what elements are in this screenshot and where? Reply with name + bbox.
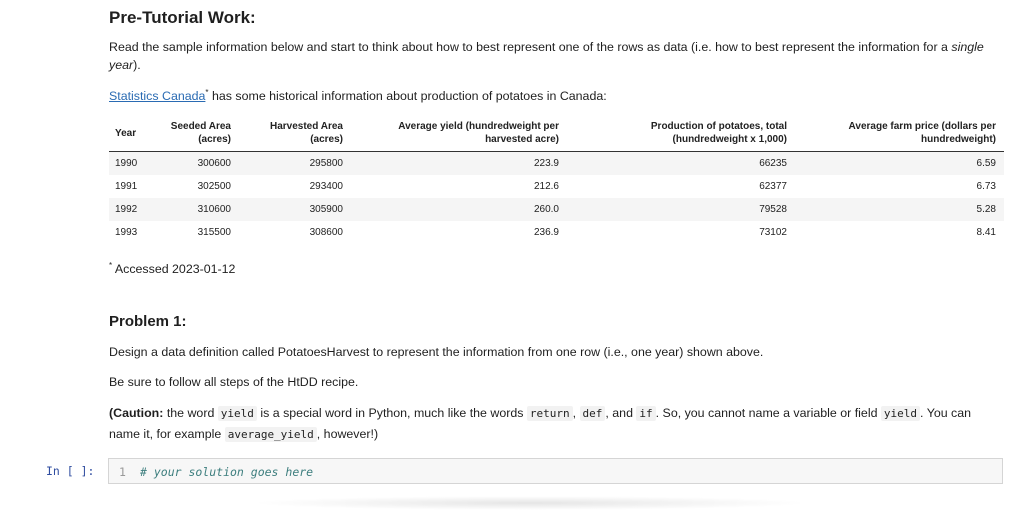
problem-description: Design a data definition called PotatoesHarvest to represent the information from one row (i.e., one year) shown above. <box>109 345 764 359</box>
inline-code: if <box>636 406 655 421</box>
intro-text: Read the sample information below and start to think about how to best represent one of the rows as data (i.e. how to best represent the information for a <box>109 40 948 54</box>
inline-code: yield <box>218 406 257 421</box>
cell-year: 1993 <box>115 227 138 238</box>
cell-yield: 212.6 <box>533 181 559 192</box>
intro-paragraph <box>109 38 994 74</box>
statistics-canada-link[interactable]: Statistics Canada <box>109 89 206 104</box>
inline-code: def <box>580 406 606 421</box>
cell-yield: 223.9 <box>351 152 567 176</box>
footnote-text: Accessed 2023-01-12 <box>112 262 236 277</box>
cell-harvested: 293400 <box>309 181 343 192</box>
table-header-row <box>109 116 1004 152</box>
cell-harvested: 308600 <box>309 227 343 238</box>
inline-code: average_yield <box>225 427 317 442</box>
cell-seeded: 315500 <box>197 227 231 238</box>
cell-production: 66235 <box>567 152 795 176</box>
recipe-instruction: Be sure to follow all steps of the HtDD recipe. <box>109 375 359 389</box>
source-text: has some historical information about production of potatoes in Canada: <box>208 89 607 104</box>
caution-label: (Caution: <box>109 406 164 420</box>
cell-yield: 260.0 <box>351 198 567 221</box>
header-year: Year <box>109 116 157 152</box>
cell-production: 62377 <box>759 181 787 192</box>
footnote <box>109 261 235 276</box>
inline-code: yield <box>881 406 920 421</box>
table-row <box>109 221 1004 244</box>
cell-prompt: In [ ]: <box>46 464 95 478</box>
header-production: Production of potatoes, total (hundredweight x 1,000) <box>567 116 795 152</box>
cell-year: 1992 <box>109 198 157 221</box>
cell-harvested: 305900 <box>239 198 351 221</box>
footnote-marker: * <box>205 88 209 97</box>
code-comment[interactable]: # your solution goes here <box>140 465 314 479</box>
header-seeded-area: Seeded Area (acres) <box>157 116 239 152</box>
cell-seeded: 300600 <box>157 152 239 176</box>
intro-emphasis: single year <box>109 40 984 72</box>
header-average-yield: Average yield (hundredweight per harvested acre) <box>351 116 567 152</box>
cell-year: 1990 <box>109 152 157 176</box>
potato-table <box>109 116 1004 244</box>
cell-price: 6.73 <box>976 181 996 192</box>
table-row <box>109 198 1004 221</box>
cell-year: 1991 <box>115 181 138 192</box>
footnote-marker: * <box>109 261 113 270</box>
code-cell-editor[interactable] <box>108 458 1003 484</box>
cell-price: 8.41 <box>976 227 996 238</box>
cell-price: 5.28 <box>795 198 1004 221</box>
table-row <box>109 175 1004 198</box>
cell-production: 79528 <box>567 198 795 221</box>
cell-seeded: 302500 <box>197 181 231 192</box>
cell-price: 6.59 <box>795 152 1004 176</box>
inline-code: return <box>527 406 573 421</box>
header-harvested-area: Harvested Area (acres) <box>239 116 351 152</box>
cell-harvested: 295800 <box>239 152 351 176</box>
cell-production: 73102 <box>759 227 787 238</box>
table-row <box>109 152 1004 176</box>
problem-heading: Problem 1: <box>109 313 187 330</box>
intro-end: ). <box>133 58 141 72</box>
line-number: 1 <box>119 465 126 479</box>
cell-seeded: 310600 <box>157 198 239 221</box>
page-title: Pre-Tutorial Work: <box>109 8 256 27</box>
source-line <box>109 88 607 103</box>
caution-paragraph: (Caution: the word yield is a special word in Python, much like the words return , def , and if . So, you cannot name a variable or field yield . You can name it, for example average_yield , however!) <box>109 406 972 441</box>
cell-yield: 236.9 <box>533 227 559 238</box>
header-farm-price: Average farm price (dollars per hundredweight) <box>795 116 1004 152</box>
